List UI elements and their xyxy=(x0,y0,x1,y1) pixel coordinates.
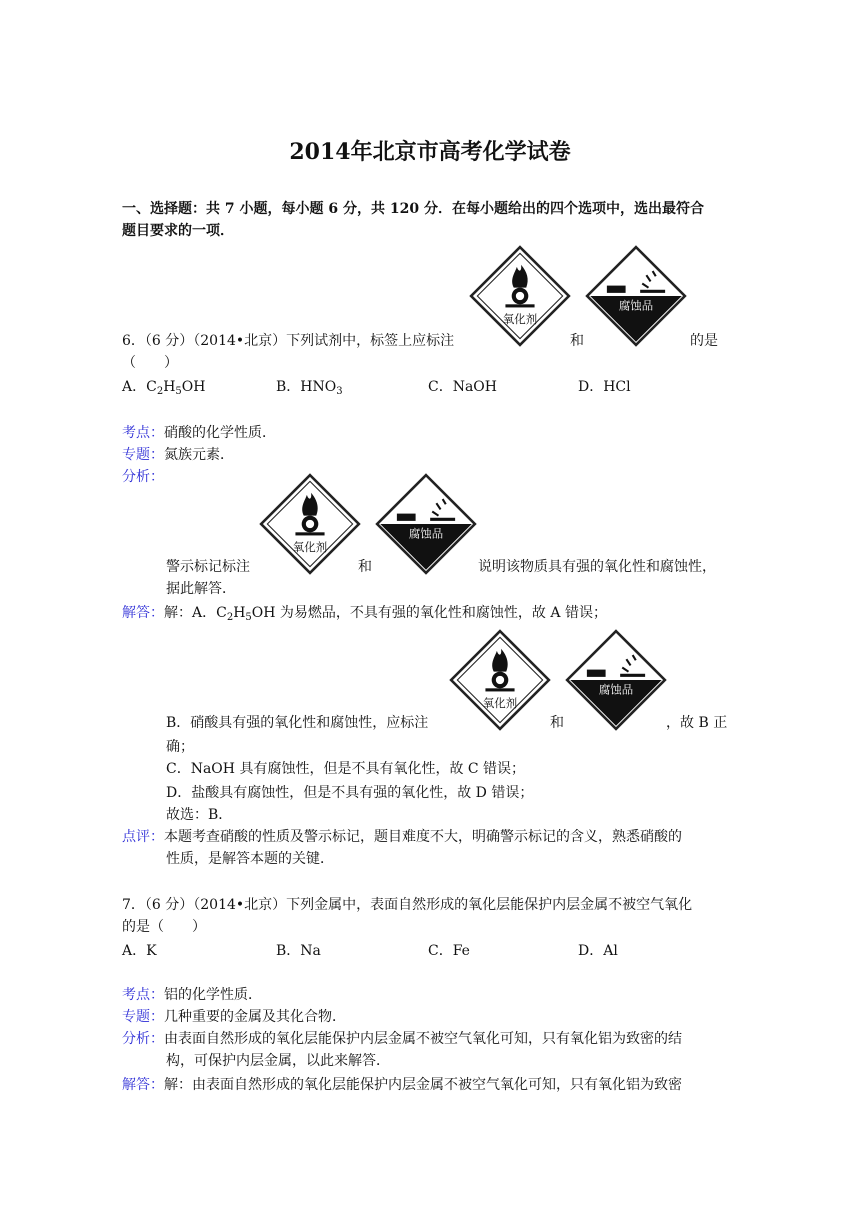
q7-fenxi: 分析：由表面自然形成的氧化层能保护内层金属不被空气氧化可知，只有氧化铝为致密的结 xyxy=(122,1031,682,1047)
q6-dianping: 点评：本题考查硝酸的性质及警示标记，题目难度不大，明确警示标记的含义，熟悉硝酸的 xyxy=(122,829,682,845)
q6-option-d: D．HCl xyxy=(578,379,631,395)
q6-jieda-d: D．盐酸具有腐蚀性，但是不具有强的氧化性，故 D 错误； xyxy=(166,785,534,801)
oxidizer-sign-label: 氧化剂 xyxy=(292,540,328,555)
q6-fenxi-line2: 据此解答． xyxy=(166,581,236,597)
corrosive-sign-icon xyxy=(564,628,668,732)
q7-stem-line1: 7．（6 分）（2014•北京）下列金属中，表面自然形成的氧化层能保护内层金属不被空气氧化 xyxy=(122,897,693,913)
q7-fenxi-line2: 构，可保护内层金属，以此来解答． xyxy=(166,1053,390,1069)
q7-option-c: C．Fe xyxy=(428,943,470,959)
oxidizer-sign-icon xyxy=(448,628,552,732)
q6-option-b: B．$HNO_3$ xyxy=(276,379,343,397)
q6-option-c: C．NaOH xyxy=(428,379,497,395)
section-heading-line2: 题目要求的一项． xyxy=(122,223,234,239)
q6-fenxi-label: 分析： xyxy=(122,469,164,485)
corrosive-sign-label: 腐蚀品 xyxy=(598,682,634,697)
q6-tail: 的是 xyxy=(690,333,718,349)
q7-zhuanti: 专题：几种重要的金属及其化合物． xyxy=(122,1009,346,1025)
oxidizer-sign-icon xyxy=(258,472,362,576)
oxidizer-sign-label: 氧化剂 xyxy=(502,312,538,327)
q6-jieda-a: 解答：解：A．$C_2H_5OH$ 为易燃品，不具有强的氧化性和腐蚀性，故 A 错误； xyxy=(122,605,607,623)
corrosive-sign-label: 腐蚀品 xyxy=(408,526,444,541)
q6-fenxi-pre: 警示标记标注 xyxy=(166,559,250,575)
q7-option-b: B．Na xyxy=(276,943,321,959)
q6-zhuanti: 专题：氮族元素． xyxy=(122,447,234,463)
q6-jieda-c: C．NaOH 具有腐蚀性，但是不具有氧化性，故 C 错误； xyxy=(166,761,526,777)
q6-jieda-b-and: 和 xyxy=(550,715,564,731)
q7-kaodian: 考点：铝的化学性质． xyxy=(122,987,262,1003)
q6-stem: 6．（6 分）（2014•北京）下列试剂中，标签上应标注 xyxy=(122,333,455,349)
page-title: 2014年北京市高考化学试卷 xyxy=(289,139,571,165)
q6-jieda-b-post: ，故 B 正 xyxy=(666,715,728,731)
q6-dianping-line2: 性质，是解答本题的关键． xyxy=(166,851,334,867)
q6-jieda-choice: 故选：B． xyxy=(166,807,233,823)
q7-stem-line2: 的是（ ） xyxy=(122,919,206,935)
oxidizer-sign-icon xyxy=(468,244,572,348)
q6-fenxi-post: 说明该物质具有强的氧化性和腐蚀性， xyxy=(478,559,716,575)
q6-and: 和 xyxy=(570,333,584,349)
q6-kaodian: 考点：硝酸的化学性质． xyxy=(122,425,276,441)
q7-jieda: 解答：解：由表面自然形成的氧化层能保护内层金属不被空气氧化可知，只有氧化铝为致密 xyxy=(122,1077,682,1093)
corrosive-sign-icon xyxy=(374,472,478,576)
q7-option-a: A．K xyxy=(122,943,157,959)
section-heading-line1: 一、选择题：共 7 小题，每小题 6 分，共 120 分．在每小题给出的四个选项中，选出最符合 xyxy=(122,201,704,217)
q6-fenxi-and: 和 xyxy=(358,559,372,575)
corrosive-sign-label: 腐蚀品 xyxy=(618,298,654,313)
corrosive-sign-icon xyxy=(584,244,688,348)
q7-option-d: D．Al xyxy=(578,943,618,959)
oxidizer-sign-label: 氧化剂 xyxy=(482,696,518,711)
q6-jieda-b-line2: 确； xyxy=(166,739,194,755)
q6-option-a: A．$C_2H_5OH$ xyxy=(122,379,206,397)
q6-jieda-b-pre: B．硝酸具有强的氧化性和腐蚀性，应标注 xyxy=(166,715,429,731)
q6-paren: （ ） xyxy=(122,355,178,371)
